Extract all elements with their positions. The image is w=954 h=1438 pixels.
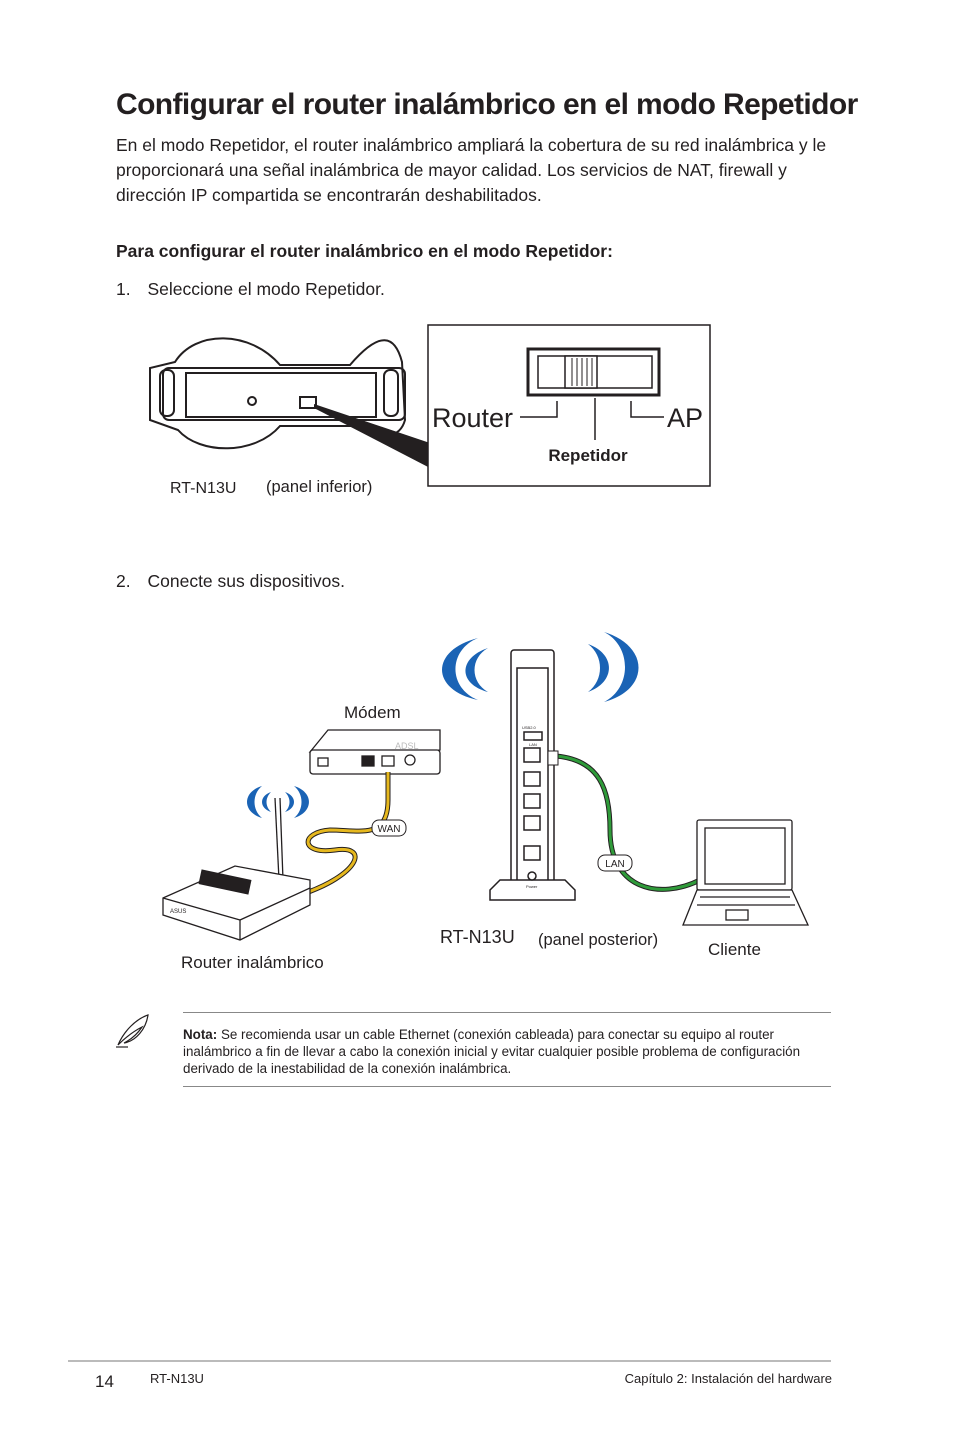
wifi-signal-icon (247, 786, 309, 818)
note-body: Se recomienda usar un cable Ethernet (conexión cableada) para conectar su equipo al router inalámbrico a fin de llevar a cabo la conexión inicial y evitar cualquier posible problema de configuración derivado de la inestabilidad de la conexión inalámbrica. (183, 1027, 801, 1076)
modem-brand: ADSL (395, 741, 419, 751)
switch-label-repetidor: Repetidor (548, 446, 628, 465)
intro-paragraph: En el modo Repetidor, el router inalámbrico ampliará la cobertura de su red inalámbrica y le proporcionará una señal inalámbrica de mayor calidad. Los servicios de NAT, firewall y dirección IP compartida se encontrarán deshabilitados. (116, 135, 827, 205)
step-number: 1. (116, 279, 131, 299)
lan-port-label: LAN (529, 742, 537, 747)
zoom-callout (314, 404, 430, 468)
procedure-heading: Para configurar el router inalámbrico en el modo Repetidor: (116, 241, 613, 261)
wireless-router-illustration (163, 798, 310, 940)
laptop-illustration (683, 820, 808, 925)
note-block (183, 1012, 831, 1087)
footer-chapter: Capítulo 2: Instalación del hardware (624, 1371, 832, 1386)
wan-tag: WAN (377, 824, 401, 835)
device-panel-label: (panel inferior) (266, 478, 373, 496)
wireless-router-label: Router inalámbrico (181, 953, 324, 972)
page-title: Configurar el router inalámbrico en el modo Repetidor (116, 88, 858, 121)
usb-port-label: USB2.0 (522, 725, 536, 730)
figure-mode-switch (140, 320, 720, 510)
power-label: Power (526, 884, 538, 889)
figure-connection-diagram (150, 620, 840, 980)
note-label: Nota: (183, 1027, 218, 1042)
modem-illustration (310, 730, 440, 774)
step-2 (116, 571, 345, 592)
note-text (183, 1026, 831, 1077)
footer-divider (68, 1360, 831, 1362)
step-1 (116, 279, 385, 300)
footer-model: RT-N13U (150, 1371, 204, 1386)
modem-label: Módem (344, 703, 401, 722)
client-label: Cliente (708, 940, 761, 959)
switch-label-router: Router (432, 403, 514, 433)
page-number: 14 (95, 1372, 114, 1391)
step-text: Conecte sus dispositivos. (147, 571, 345, 591)
switch-label-ap: AP (667, 403, 704, 433)
asus-brand: ASUS (170, 909, 187, 915)
pen-note-icon (114, 1013, 154, 1049)
rt-n13u-label: RT-N13U (440, 927, 515, 947)
rt-n13u-panel-label: (panel posterior) (538, 931, 659, 949)
step-text: Seleccione el modo Repetidor. (147, 279, 385, 299)
lan-tag: LAN (605, 859, 625, 870)
rt-n13u-rear-illustration (490, 650, 575, 900)
step-number: 2. (116, 571, 131, 591)
device-model-label: RT-N13U (170, 480, 237, 497)
